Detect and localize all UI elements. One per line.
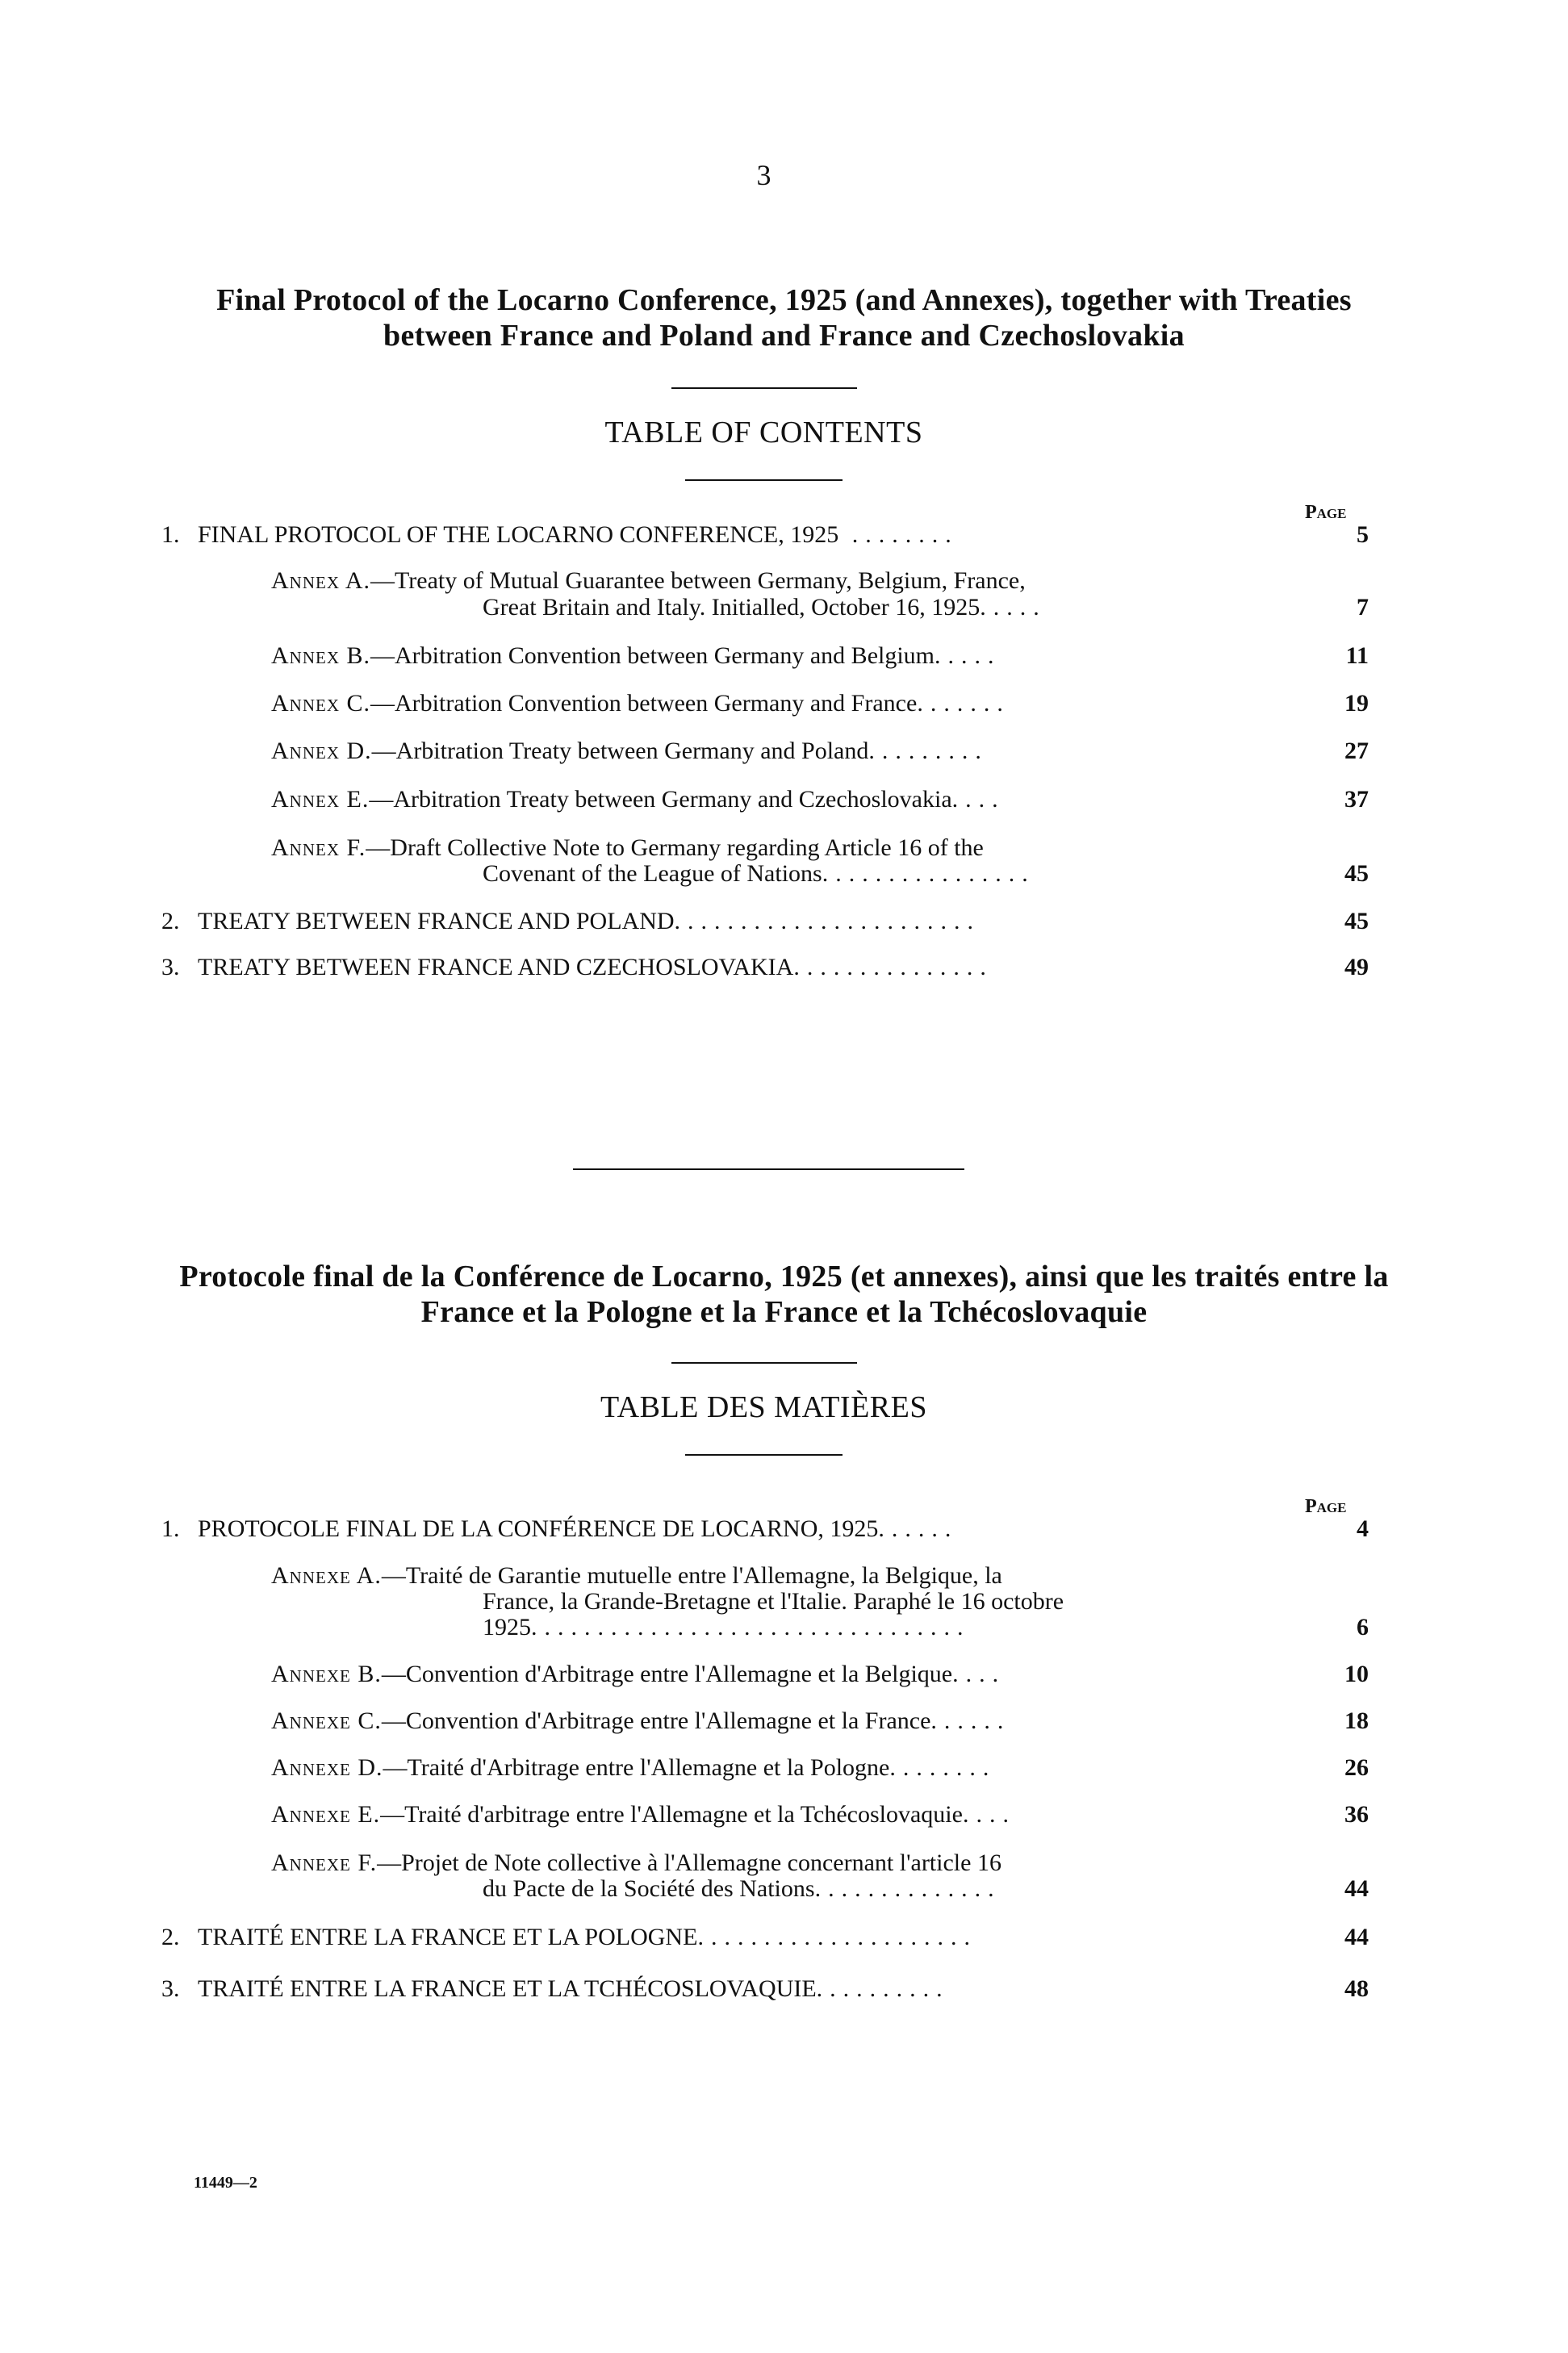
entry-page: 44 [1344,1924,1369,1950]
entry-page: 45 [1344,908,1369,934]
entry-page: 5 [1357,521,1369,548]
entry-page: 36 [1344,1801,1369,1828]
entry-text: Annex B.—Arbitration Convention between Germany and Belgium..... [271,642,1001,669]
entry-text: Annexe C.—Convention d'Arbitrage entre l'Allemagne et la France...... [271,1707,1011,1734]
entry-page: 4 [1357,1515,1369,1542]
entry-text: Annexe D.—Traité d'Arbitrage entre l'Allemagne et la Pologne........ [271,1754,997,1781]
entry-text: Annex D.—Arbitration Treaty between Germany and Poland......... [271,738,989,764]
entry-text: 1925................................. [483,1614,971,1640]
section-divider [573,1168,964,1170]
entry-text: Annex E.—Arbitration Treaty between Germany and Czechoslovakia.... [271,786,1006,813]
print-code: 11449—2 [194,2174,257,2192]
entry-page: 45 [1344,860,1369,887]
entry-page: 18 [1344,1707,1369,1734]
entry-page: 48 [1344,1975,1369,2002]
entry-page: 26 [1344,1754,1369,1781]
entry-page: 27 [1344,738,1369,764]
toc-heading: TABLE DES MATIÈRES [600,1390,927,1424]
divider [685,1454,843,1456]
page-column-label: Page [1305,502,1347,523]
entry-page: 10 [1344,1661,1369,1687]
english-toc [0,502,1416,1002]
divider [671,1362,857,1364]
entry-text: Covenant of the League of Nations................ [483,860,1035,887]
entry-page: 37 [1344,786,1369,813]
entry-text: PROTOCOLE FINAL DE LA CONFÉRENCE DE LOCARNO, 1925...... [198,1515,959,1542]
entry-text: TRAITÉ ENTRE LA FRANCE ET LA POLOGNE..................... [198,1924,977,1950]
english-section [0,282,1568,1002]
french-section [0,1259,1568,2061]
entry-text: TREATY BETWEEN FRANCE AND CZECHOSLOVAKIA............... [198,954,993,980]
toc-heading: TABLE OF CONTENTS [604,416,923,449]
page-number: 3 [756,159,771,191]
french-title: Protocole final de la Conférence de Locarno, 1925 (et annexes), ainsi que les traités entre la France et la Pologne et la France et la Tchécoslovaquie [179,1260,1389,1329]
english-title: Final Protocol of the Locarno Conference, 1925 (and Annexes), together with Treaties between France and Poland and France and Czechoslovakia [216,283,1352,353]
entry-number: 2. [161,908,180,934]
entry-number: 2. [161,1924,180,1950]
entry-page: 11 [1345,642,1369,669]
entry-number: 1. [161,1515,180,1542]
entry-text: Annex A.—Treaty of Mutual Guarantee between Germany, Belgium, France, [271,567,1026,594]
entry-text: Annexe E.—Traité d'arbitrage entre l'Allemagne et la Tchécoslovaquie.... [271,1801,1016,1828]
entry-number: 1. [161,521,180,548]
entry-text: TREATY BETWEEN FRANCE AND POLAND....................... [198,908,981,934]
french-toc [0,1496,1416,2061]
entry-text: Annexe F.—Projet de Note collective à l'Allemagne concernant l'article 16 [271,1849,1001,1876]
entry-number: 3. [161,954,180,980]
entry-text: France, la Grande-Bretagne et l'Italie. Paraphé le 16 octobre [483,1588,1064,1615]
entry-text: Annexe A.—Traité de Garantie mutuelle entre l'Allemagne, la Belgique, la [271,1562,1002,1589]
entry-text: Annexe B.—Convention d'Arbitrage entre l'Allemagne et la Belgique.... [271,1661,1006,1687]
entry-text: Annex C.—Arbitration Convention between Germany and France....... [271,690,1010,717]
entry-text: FINAL PROTOCOL OF THE LOCARNO CONFERENCE, 1925 ........ [198,521,959,548]
page-column-label: Page [1305,1496,1347,1517]
entry-page: 19 [1344,690,1369,717]
divider [685,479,843,481]
entry-text: Annex F.—Draft Collective Note to Germany regarding Article 16 of the [271,834,984,861]
entry-text: Great Britain and Italy. Initialled, October 16, 1925..... [483,594,1047,621]
entry-text: TRAITÉ ENTRE LA FRANCE ET LA TCHÉCOSLOVAQUIE.......... [198,1975,950,2002]
divider [671,387,857,389]
entry-page: 7 [1357,594,1369,621]
entry-page: 49 [1344,954,1369,980]
entry-page: 6 [1357,1614,1369,1640]
entry-text: du Pacte de la Société des Nations.............. [483,1875,1001,1902]
entry-number: 3. [161,1975,180,2002]
entry-page: 44 [1344,1875,1369,1902]
